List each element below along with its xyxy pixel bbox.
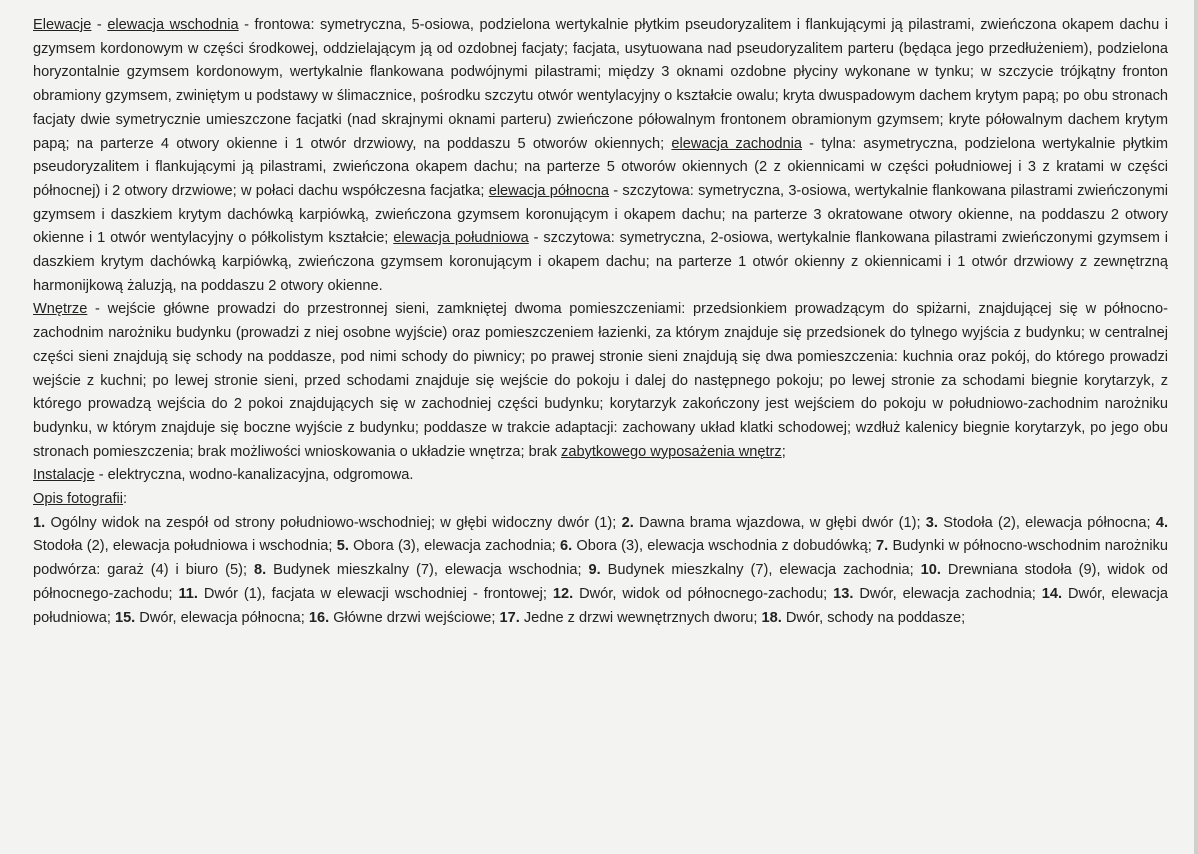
photo-description-list [33, 512, 1168, 631]
photo-caption: Dwór, elewacja południowa; [33, 585, 1168, 626]
photo-caption: Główne drzwi wejściowe; [329, 609, 500, 626]
photo-caption: Dwór, elewacja zachodnia; [853, 585, 1042, 602]
photo-caption: Dwór, widok od północnego-zachodu; [573, 585, 834, 602]
photo-number: 17. [499, 609, 520, 626]
photo-caption: Dwór, elewacja północna; [135, 609, 309, 626]
photo-number: 11. [178, 585, 198, 602]
photo-number: 3. [925, 514, 938, 531]
photo-caption: Drewniana stodoła (9), widok od północnego-zachodu; [33, 562, 1168, 602]
label-south-elevation: elewacja południowa [393, 230, 529, 247]
photo-number: 10. [920, 562, 941, 579]
photo-number: 6. [559, 538, 573, 555]
heading-interior: Wnętrze [33, 301, 88, 318]
label-historic-furnishings: zabytkowego wyposażenia wnętrz [561, 443, 782, 460]
text-segment: - tylna: asymetryczna, podzielona wertykalnie płytkim pseudoryzalitem i flankującymi ją pilastrami, zwieńczona okapem dachu; na parterze 5 otworów okiennych (2 z okiennicami w części południowej i 3 z kratami w części północnej) i 2 otwory drzwiowe; w połaci dachu współczesna facjatka; [33, 135, 1168, 199]
text-segment: ; [781, 443, 786, 460]
photo-caption: Budynki w północno-wschodnim narożniku podwórza: garaż (4) i biuro (5); [33, 538, 1169, 579]
photo-number: 12. [552, 585, 574, 602]
photo-number: 2. [621, 514, 634, 531]
photo-number: 14. [1041, 585, 1063, 602]
photo-number: 8. [253, 562, 267, 579]
heading-elevations: Elewacje [33, 17, 92, 33]
photo-caption: Dwór, schody na poddasze; [781, 609, 966, 626]
text-segment: - wejście główne prowadzi do przestronnej sieni, zamkniętej dwoma pomieszczeniami: przedsionkiem prowadzącym do spiżarni, znajdującej się w północno-zachodnim narożniku budynku (prowadzi z niej osobne wyjście) oraz pomieszczeniem łazienki, za którym znajduje się przedsionek do tylnego wyjścia z budynku; w centralnej części sieni znajdują się schody na poddasze, pod nimi schody do piwnicy; po prawej stronie sieni znajdują się dwa pomieszczenia: kuchnia oraz pokój, do którego prowadzi wejście z kuchni; po lewej stronie sieni, przed schodami znajduje się wejście do pokoju i dalej do następnego pokoju; po lewej stronie za schodami biegnie korytarzyk, z którego prowadzą wejścia do 2 pokoi znajdujących się w zachodniej części budynku; korytarzyk zakończony jest wejściem do pokoju w południowo-zachodnim narożniku budynku, w którym znajduje się boczne wyjście z budynku; poddasze w trakcie adaptacji: zachowany układ klatki schodowej; wzdłuż kalenicy biegnie korytarzyk, po jego obu stronach pomieszczenia; brak możliwości wnioskowania o układzie wnętrza; brak [33, 301, 1168, 460]
photo-number: 4. [1155, 514, 1168, 531]
photo-number: 15. [114, 609, 136, 626]
photo-number: 1. [33, 514, 46, 531]
label-west-elevation: elewacja zachodnia [671, 135, 802, 152]
photo-number: 18. [761, 609, 782, 626]
photo-caption: Dawna brama wjazdowa, w głębi dwór (1); [633, 514, 926, 531]
photo-number: 7. [876, 538, 889, 555]
text-segment: - frontowa: symetryczna, 5-osiowa, podzielona wertykalnie płytkim pseudoryzalitem i flankującymi ją pilastrami, zwieńczona okapem dachu i gzymsem kordonowym w części środkowej, oddzielającym ją od ozdobnej facjaty; facjata, usytuowana nad pseudoryzalitem parteru (będąca jego przedłużeniem), podzielona horyzontalnie gzymsem kordonowym, wertykalnie flankowana podwójnymi pilastrami; między 3 oknami ozdobne płyciny wykonane w tynku; w szczycie trójkątny fronton obramiony gzymsem, zwiniętym u podstawy w ślimacznice, pośrodku szczytu otwór wentylacyjny o kształcie owalu; kryta dwuspadowym dachem krytym papą; po obu stronach facjaty dwie symetrycznie umieszczone facjatki (nad skrajnymi oknami parteru) zwieńczone półowalnym frontonem obramionym gzymsem; kryte półowalnym dachem krytym papą; na parterze 4 otwory okienne i 1 otwór drzwiowy, na poddaszu 5 otworów okiennych; [33, 17, 1168, 152]
photo-caption: Stodoła (2), elewacja północna; [937, 514, 1156, 531]
photo-caption: Jedne z drzwi wewnętrznych dworu; [519, 609, 762, 626]
photo-caption: Ogólny widok na zespół od strony południowo-wschodniej; w głębi widoczny dwór (1); [45, 514, 622, 531]
photo-caption: Obora (3), elewacja zachodnia; [348, 538, 560, 555]
text-segment: - [91, 17, 108, 33]
paragraph-elevations [33, 14, 1168, 298]
paragraph-installations [33, 464, 1168, 488]
label-east-elevation: elewacja wschodnia [107, 17, 239, 33]
paragraph-photo-heading [33, 488, 1168, 512]
text-segment: : [123, 491, 128, 508]
photo-caption: Dwór (1), facjata w elewacji wschodniej - frontowej; [197, 585, 553, 602]
label-north-elevation: elewacja północna [488, 182, 610, 199]
scan-edge [1194, 0, 1198, 854]
photo-number: 16. [308, 609, 330, 626]
photo-number: 9. [588, 562, 601, 579]
photo-number: 5. [336, 538, 349, 555]
photo-caption: Obora (3), elewacja wschodnia z dobudówką; [572, 538, 877, 555]
photo-caption: Budynek mieszkalny (7), elewacja wschodnia; [266, 562, 589, 579]
paragraph-interior [33, 298, 1168, 464]
heading-installations: Instalacje [33, 467, 95, 484]
photo-caption: Budynek mieszkalny (7), elewacja zachodnia; [600, 562, 921, 579]
photo-caption: Stodoła (2), elewacja południowa i wschodnia; [33, 538, 337, 555]
text-segment: - elektryczna, wodno-kanalizacyjna, odgromowa. [94, 467, 414, 484]
text-segment: - szczytowa: symetryczna, 2-osiowa, wertykalnie flankowana pilastrami zwieńczonymi gzymsem i daszkiem krytym dachówką karpiówką, zwieńczona gzymsem koronującym i okapem dachu; na parterze 1 otwór okienny z okiennicami i 1 otwór drzwiowy z zewnętrzną harmonijkową żaluzją, na poddaszu 2 otwory okienne. [33, 230, 1168, 294]
text-segment: - szczytowa: symetryczna, 3-osiowa, wertykalnie flankowana pilastrami zwieńczonymi gzymsem i daszkiem krytym dachówką karpiówką, zwieńczona gzymsem koronującym i okapem dachu; na parterze 3 okratowane otwory okienne, na poddaszu 2 otwory okienne i 1 otwór wentylacyjny o półkolistym kształcie; [33, 182, 1169, 247]
photo-number: 13. [833, 585, 854, 602]
heading-photo-description: Opis fotografii [33, 491, 124, 508]
